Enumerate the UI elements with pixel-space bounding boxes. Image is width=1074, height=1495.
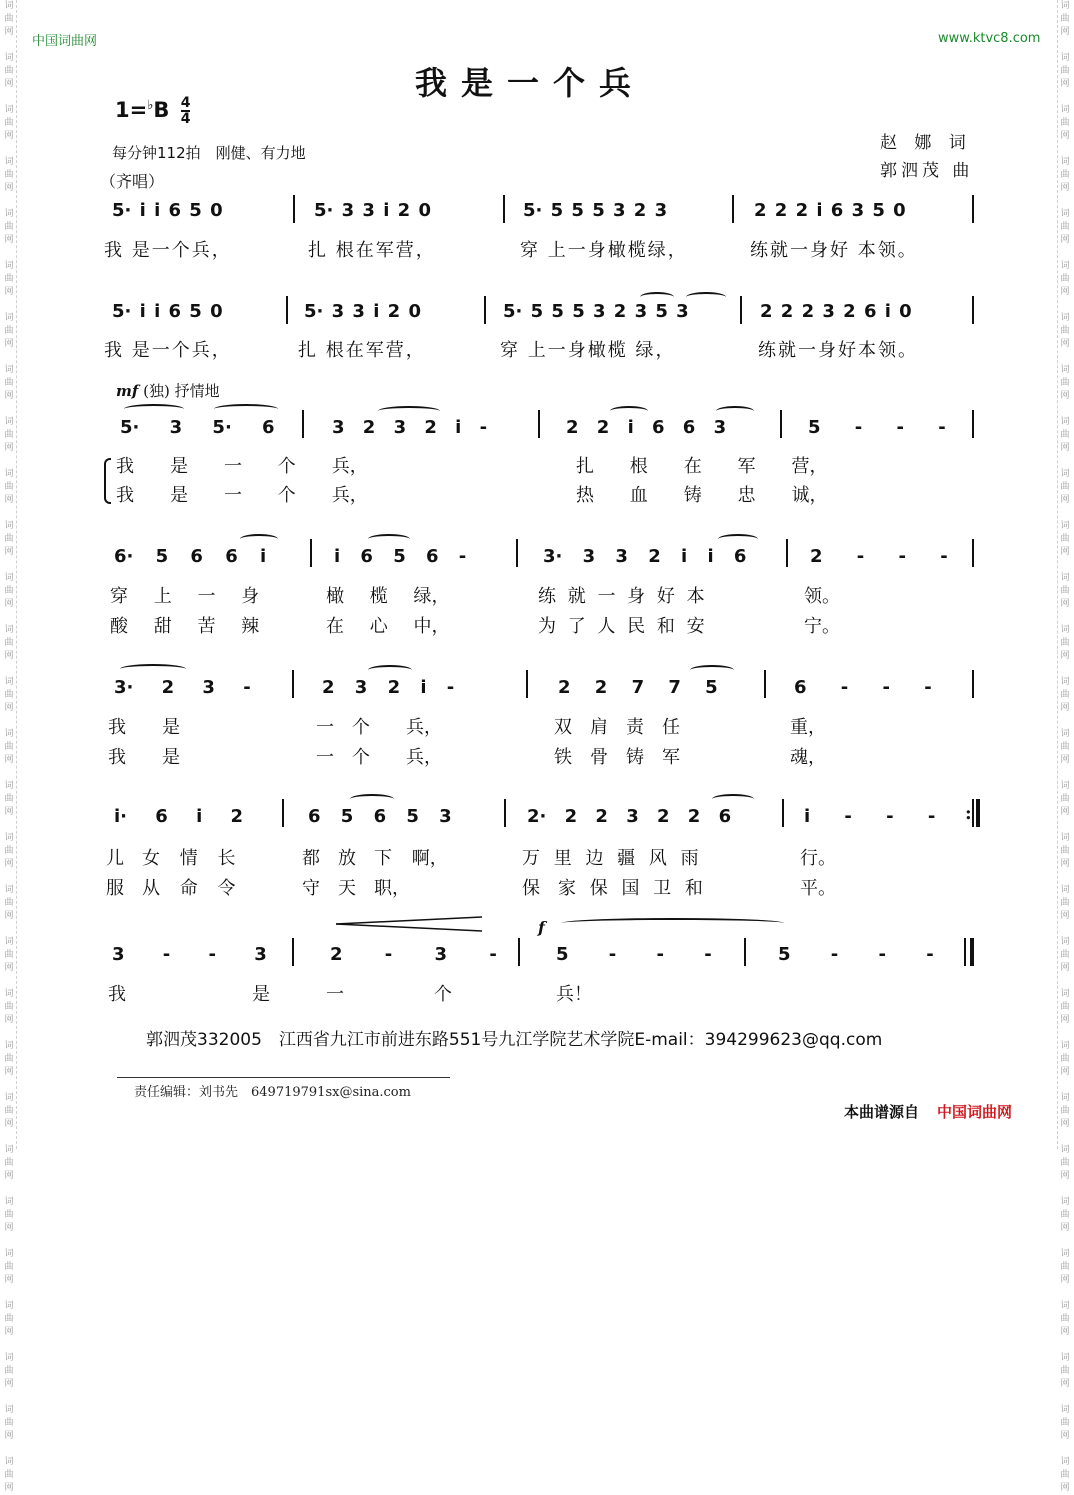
slur [690,665,734,675]
s2-m3-notes: 5· 5 5 5 3 2 3 5 3 [503,301,689,322]
s1-m3-lyrics: 穿 上一身橄榄绿， [520,240,688,261]
s2-m3-lyrics: 穿 上一身橄榄 绿， [500,340,676,361]
barline [972,195,974,223]
tempo-marking: 每分钟112拍 刚健、有力地 [112,144,306,162]
slur [120,664,186,674]
slur [640,292,674,302]
key-flat: ♭ [147,98,154,113]
barline [764,670,766,698]
repeat-end-barline [976,799,980,827]
barline [516,539,518,567]
s5-lyrics-a3: 双 肩 责 任 [554,717,680,738]
barline [972,799,974,827]
barline [282,799,284,827]
s1-m3-notes: 5· 5 5 5 3 2 3 [523,200,668,221]
s3-m2-notes: 3 2 3 2 i - [332,417,488,438]
s2-m4-notes: 2 2 2 3 2 6 i 0 [760,301,912,322]
barline [740,296,742,324]
s7-lyrics-3: 兵！ [556,984,592,1005]
s2-m4-lyrics: 练就一身好本领。 [758,340,918,361]
barline [780,410,782,438]
s6-lyrics-a3: 万 里 边 疆 风 雨 [522,848,699,869]
slur [378,406,440,416]
slur [214,404,278,414]
site-name-left: 中国词曲网 [32,34,98,49]
s4-lyrics-b3: 为 了 人 民 和 安 [538,616,705,637]
key-signature [115,96,190,126]
s1-m4-notes: 2 2 2 i 6 3 5 0 [754,200,906,221]
s5-lyrics-b3: 铁 骨 铸 军 [554,747,680,768]
s4-m3-notes: 3· 3 3 2 i i 6 [543,546,747,567]
s6-lyrics-a4: 行。 [800,848,836,869]
editor-credit: 责任编辑：刘书先 649719791sx@sina.com [134,1085,411,1100]
s6-m2-notes: 6 5 6 5 3 [308,806,452,827]
s1-m1-notes: 5· i i 6 5 0 [112,200,223,221]
s2-m1-notes: 5· i i 6 5 0 [112,301,223,322]
slur [240,534,278,544]
s7-lyrics-2: 一 个 [326,984,452,1005]
s3-m3-notes: 2 2 i 6 6 3 [566,417,727,438]
slur [712,794,754,804]
s7-m2-notes: 2 - 3 - [330,944,497,965]
lyricist: 赵 娜 词 [880,133,972,153]
source-label: 本曲谱源自 [844,1103,920,1121]
s6-m4-notes: i - - - [804,806,936,827]
barline [286,296,288,324]
key-note: B [153,98,170,122]
barline [302,410,304,438]
verse-brace [104,458,111,504]
s4-lyrics-a4: 领。 [804,586,840,607]
time-signature [181,96,191,126]
time-bottom: 4 [180,111,191,127]
s5-lyrics-b2: 一 个 兵， [316,747,442,768]
slur [716,406,754,416]
left-edge-watermark: 词 曲 网 词 曲 网 词 曲 网 词 曲 网 词 曲 网 词 曲 网 词 曲 网 词 曲 网 词 曲 网 词 曲 网 词 曲 网 词 曲 网 词 曲 网 词 曲 网 词 曲 网 词 曲 网 词 曲 网 词 曲 网 词 曲 网 词 曲 网 词 曲 网 词 曲 网 词 曲 网 词 曲 网 词 曲 网 词 曲 网 词 曲 网 词 曲 网 词 曲 网 [2,0,17,1149]
barline [972,296,974,324]
voice-marking: （齐唱） [100,172,165,191]
s4-m4-notes: 2 - - - [810,546,948,567]
s6-m3-notes: 2· 2 2 3 2 2 6 [527,806,732,827]
s3-m1-notes: 5· 3 5· 6 [120,417,275,438]
s4-m2-notes: i 6 5 6 - [334,546,467,567]
source-site: 中国词曲网 [937,1103,1013,1121]
s6-lyrics-b3: 保 家 保 国 卫 和 [522,878,703,899]
barline [293,195,295,223]
s6-m1-notes: i· 6 i 2 [114,806,244,827]
s5-lyrics-b4: 魂， [790,747,826,768]
s3-lyrics-b1: 我 是 一 个 兵， [116,485,368,506]
final-barline [970,938,974,966]
s5-lyrics-a1: 我 是 [108,717,180,738]
barline [972,539,974,567]
barline [732,195,734,223]
barline [518,938,520,966]
s6-lyrics-b1: 服 从 命 令 [106,878,236,899]
slur [686,292,726,302]
dynamic-text: (独) 抒情地 [143,382,220,400]
s4-lyrics-b2: 在 心 中， [326,616,450,637]
s4-lyrics-a1: 穿 上 一 身 [110,586,260,607]
s3-lyrics-b2: 热 血 铸 忠 诚， [576,485,828,506]
s5-lyrics-a4: 重， [790,717,826,738]
s6-lyrics-a2: 都 放 下 啊， [302,848,448,869]
slur [562,918,784,928]
s5-m2-notes: 2 3 2 i - [322,677,455,698]
s4-m1-notes: 6· 5 6 6 i [114,546,267,567]
s2-m1-lyrics: 我 是一个兵， [104,340,232,361]
s6-lyrics-a1: 儿 女 情 长 [106,848,236,869]
s1-m4-lyrics: 练就一身好 本领。 [750,240,918,261]
time-top: 4 [180,95,191,111]
song-title: 我是一个兵 [415,64,646,102]
s5-m3-notes: 2 2 7 7 5 [558,677,718,698]
barline [504,799,506,827]
s2-m2-lyrics: 扎 根在军营， [298,340,426,361]
slur [368,534,410,544]
barline [526,670,528,698]
s6-lyrics-b2: 守 天 职， [302,878,410,899]
s3-lyrics-a1: 我 是 一 个 兵， [116,456,368,477]
key-prefix: 1= [115,98,148,122]
slur [718,534,758,544]
site-url-right: www.ktvc8.com [938,31,1041,46]
barline [964,938,966,966]
s7-m3-notes: 5 - - - [556,944,712,965]
forte-marking: f [538,918,545,937]
dynamic-mf: mf [116,382,139,400]
s6-lyrics-b4: 平。 [800,878,836,899]
slur [350,794,394,804]
composer-contact: 郭泗茂332005 江西省九江市前进东路551号九江学院艺术学院E-mail：394299623@qq.com [146,1030,883,1050]
barline [538,410,540,438]
s5-m1-notes: 3· 2 3 - [114,677,251,698]
dynamic-marking [116,380,220,401]
s1-m2-lyrics: 扎 根在军营， [308,240,436,261]
barline [503,195,505,223]
barline [292,670,294,698]
s4-lyrics-b1: 酸 甜 苦 辣 [110,616,260,637]
s5-lyrics-a2: 一 个 兵， [316,717,442,738]
s7-lyrics-1: 我 是 [108,984,270,1005]
barline [310,539,312,567]
source-credit [844,1101,1012,1122]
repeat-dots: : [965,803,972,824]
s3-lyrics-a2: 扎 根 在 军 营， [576,456,828,477]
s7-m1-notes: 3 - - 3 [112,944,267,965]
s1-m1-lyrics: 我 是一个兵， [104,240,232,261]
footer-divider [117,1077,450,1078]
barline [782,799,784,827]
s1-m2-notes: 5· 3 3 i 2 0 [314,200,431,221]
s4-lyrics-a2: 橄 榄 绿， [326,586,450,607]
s4-lyrics-b4: 宁。 [804,616,840,637]
s2-m2-notes: 5· 3 3 i 2 0 [304,301,421,322]
s5-m4-notes: 6 - - - [794,677,932,698]
barline [484,296,486,324]
barline [786,539,788,567]
slur [124,404,184,414]
slur [368,665,412,675]
s4-lyrics-a3: 练 就 一 身 好 本 [538,586,705,607]
composer: 郭泗茂 曲 [880,161,974,181]
barline [744,938,746,966]
barline [972,410,974,438]
barline [292,938,294,966]
s5-lyrics-b1: 我 是 [108,747,180,768]
s3-m4-notes: 5 - - - [808,417,946,438]
s7-m4-notes: 5 - - - [778,944,934,965]
slur [610,406,648,416]
crescendo-hairpin [336,915,482,933]
barline [972,670,974,698]
right-edge-watermark: 词 曲 网 词 曲 网 词 曲 网 词 曲 网 词 曲 网 词 曲 网 词 曲 网 词 曲 网 词 曲 网 词 曲 网 词 曲 网 词 曲 网 词 曲 网 词 曲 网 词 曲 网 词 曲 网 词 曲 网 词 曲 网 词 曲 网 词 曲 网 词 曲 网 词 曲 网 词 曲 网 词 曲 网 词 曲 网 词 曲 网 词 曲 网 词 曲 网 词 曲 网 [1057,0,1072,1149]
